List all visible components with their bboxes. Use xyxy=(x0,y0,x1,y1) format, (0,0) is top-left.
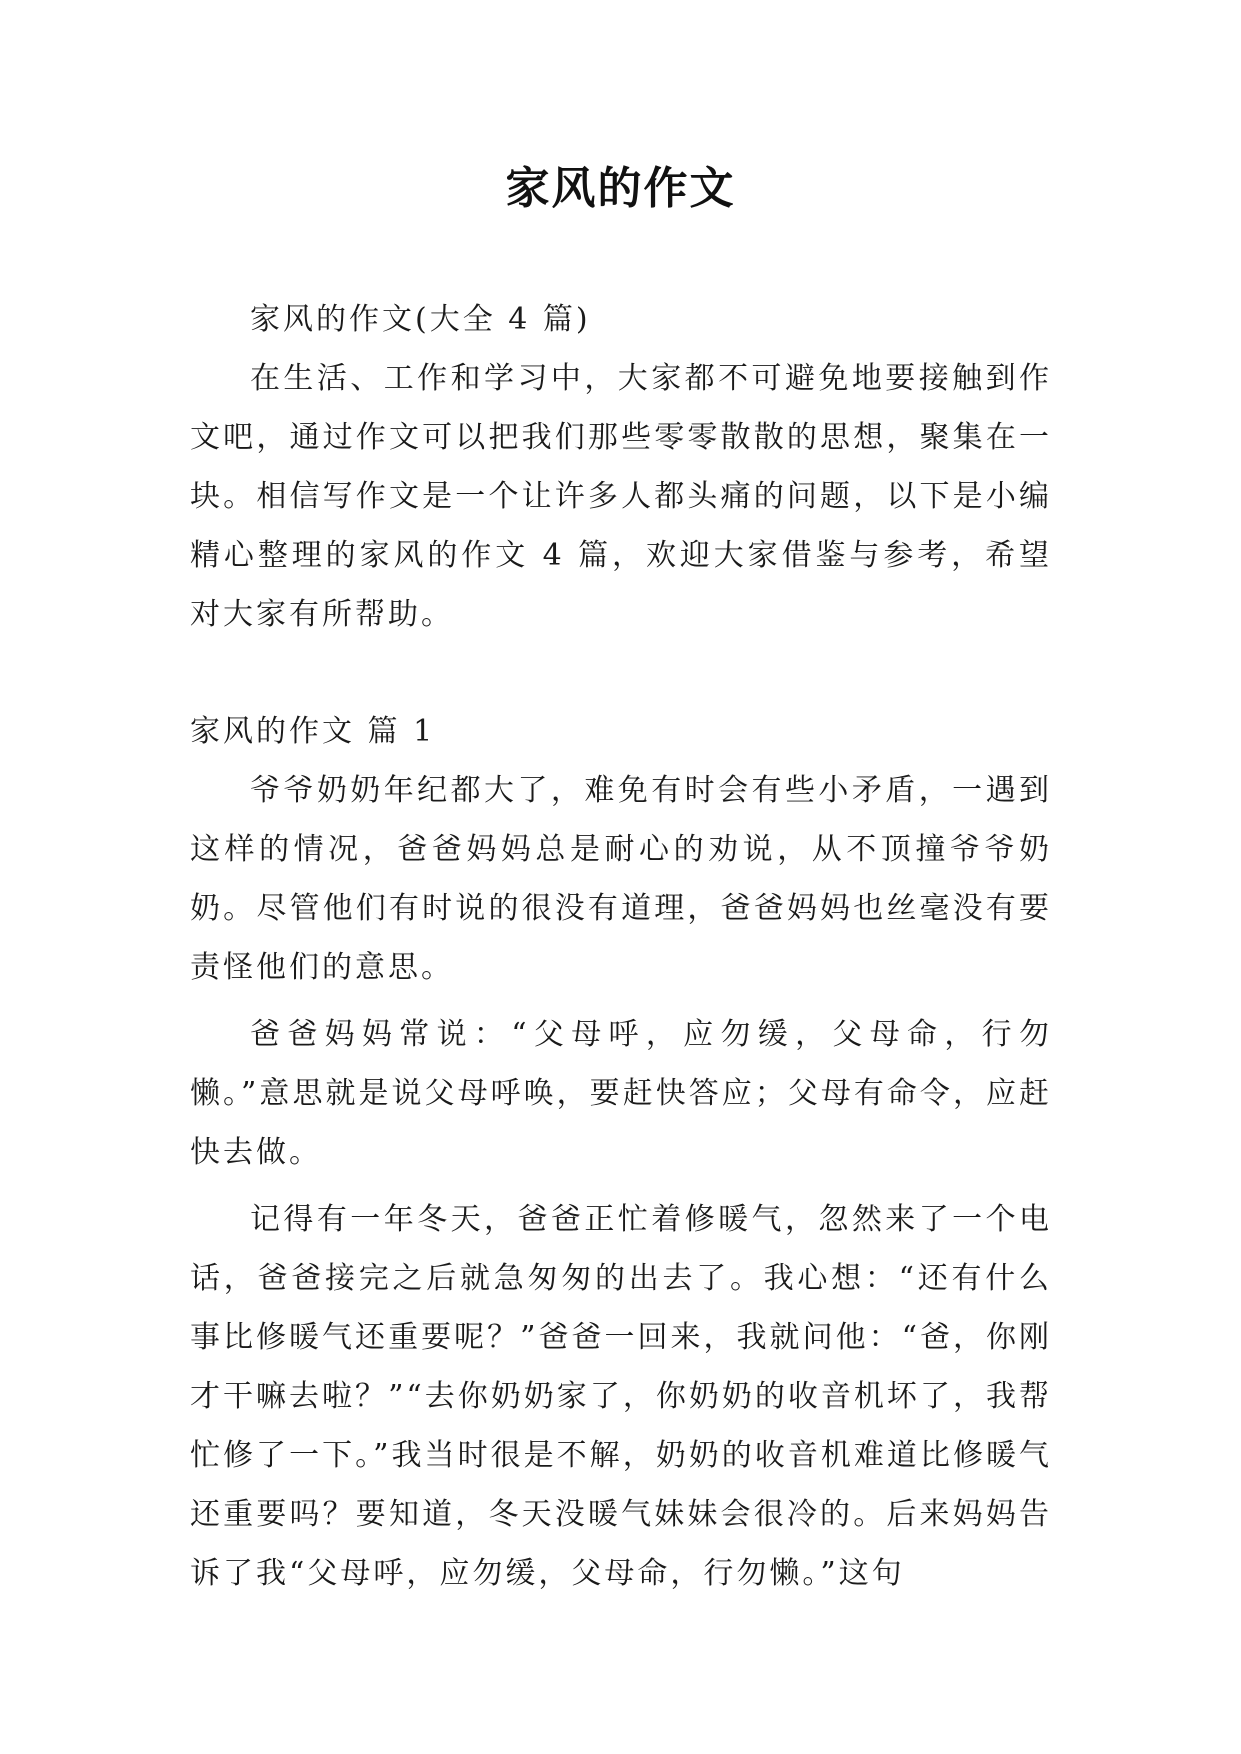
document-title: 家风的作文 xyxy=(505,163,736,214)
document-body xyxy=(190,290,1052,1611)
section-heading: 家风的作文 篇 1 xyxy=(190,714,436,749)
body-paragraph: 爷爷奶奶年纪都大了，难免有时会有些小矛盾，一遇到这样的情况，爸爸妈妈总是耐心的劝说，从不顶撞爷爷奶奶。尽管他们有时说的很没有道理，爸爸妈妈也丝毫没有要责怪他们的意思。 xyxy=(190,773,1052,985)
intro-paragraph: 在生活、工作和学习中，大家都不可避免地要接触到作文吧，通过作文可以把我们那些零零散散的思想，聚集在一块。相信写作文是一个让许多人都头痛的问题，以下是小编精心整理的家风的作文 4 篇，欢迎大家借鉴与参考，希望对大家有所帮助。 xyxy=(190,361,1052,632)
body-paragraph: 爸爸妈妈常说：“父母呼，应勿缓，父母命，行勿懒。”意思就是说父母呼唤，要赶快答应；父母有命令，应赶快去做。 xyxy=(190,1017,1052,1170)
document-subtitle: 家风的作文(大全 4 篇) xyxy=(250,302,591,337)
body-paragraph: 记得有一年冬天，爸爸正忙着修暖气，忽然来了一个电话，爸爸接完之后就急匆匆的出去了。我心想：“还有什么事比修暖气还重要呢？”爸爸一回来，我就问他：“爸，你刚才干嘛去啦？”“去你奶奶家了，你奶奶的收音机坏了，我帮忙修了一下。”我当时很是不解，奶奶的收音机难道比修暖气还重要吗？要知道，冬天没暖气妹妹会很冷的。后来妈妈告诉了我“父母呼，应勿缓，父母命，行勿懒。”这句 xyxy=(190,1202,1052,1591)
